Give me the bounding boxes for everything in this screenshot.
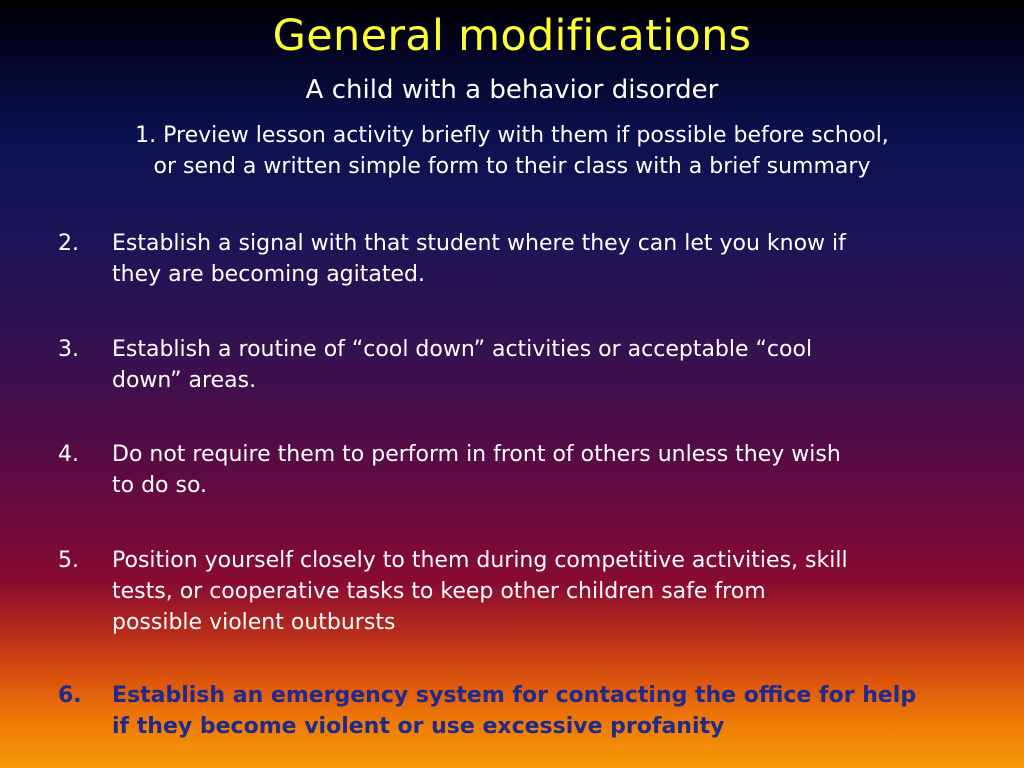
- list-item-text: Do not require them to perform in front of others unless they wish: [112, 442, 841, 467]
- intro-line: or send a written simple form to their class with a brief summary: [153, 154, 871, 179]
- list-item-number: 6.: [58, 683, 82, 708]
- list-item-number: 3.: [58, 337, 79, 362]
- intro-line: 1. Preview lesson activity briefly with them if possible before school,: [135, 123, 889, 148]
- list-item-text: down” areas.: [112, 368, 257, 393]
- list-item-text: Position yourself closely to them during competitive activities, skill: [112, 548, 848, 573]
- list-item-text: if they become violent or use excessive profanity: [112, 714, 725, 739]
- list-item-text: they are becoming agitated.: [112, 262, 425, 287]
- list-item-text: tests, or cooperative tasks to keep other children safe from: [112, 579, 766, 604]
- intro-item-1: [40, 120, 984, 182]
- slide-title: General modifications: [272, 11, 752, 61]
- list-item-number: 5.: [58, 548, 79, 573]
- list-item-text: Establish a signal with that student where they can let you know if: [112, 231, 846, 256]
- list-item-text: Establish a routine of “cool down” activities or acceptable “cool: [112, 337, 813, 362]
- list-item-text: possible violent outbursts: [112, 610, 396, 635]
- slide-subtitle: A child with a behavior disorder: [305, 75, 719, 105]
- list-item-text: to do so.: [112, 473, 208, 498]
- list-item-text: Establish an emergency system for contacting the office for help: [112, 683, 917, 708]
- list-item-number: 2.: [58, 231, 79, 256]
- list-item-number: 4.: [58, 442, 79, 467]
